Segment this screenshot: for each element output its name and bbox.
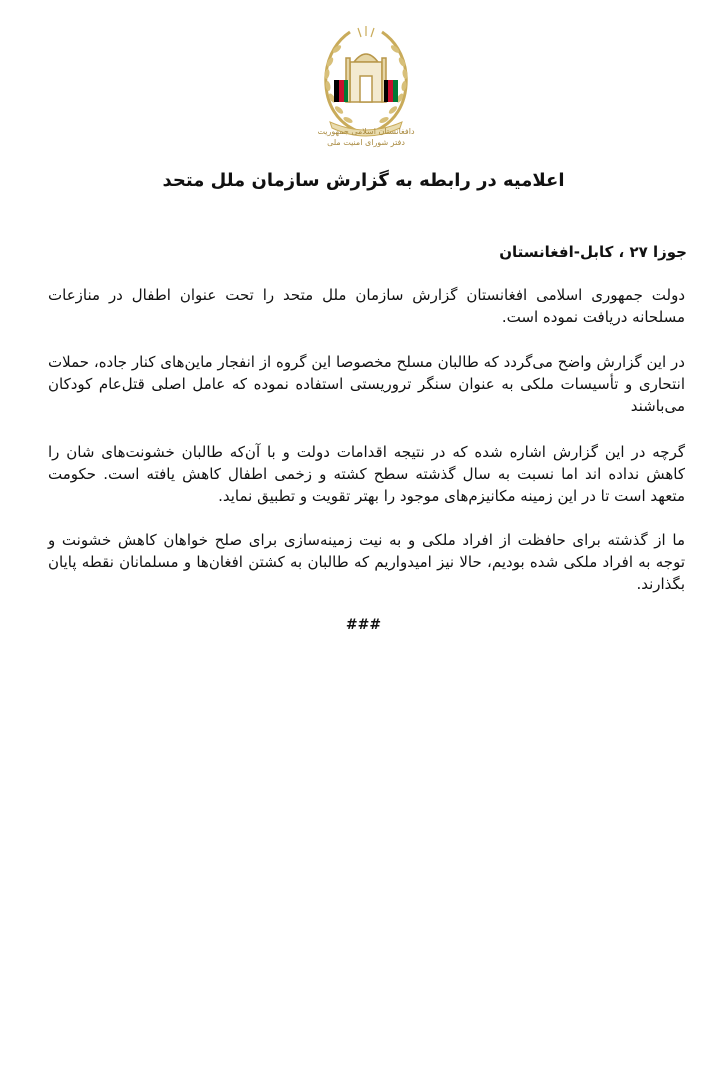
emblem-text-line2: دفتر شورای امنیت ملی [327,138,405,147]
afghanistan-emblem-icon [316,22,416,162]
paragraph-3: گرچه در این گزارش اشاره شده که در نتیجه اقدامات دولت و با آن‌که طالبان خشونت‌های شان را کاهش نداده اند اما نسبت به سال گذشته سطح کشته و زخمی اطفال کاهش یافته است. حکومت متعهد است تا در این زمینه مکانیزم‌های موجود را بهتر تقویت و تطبیق نماید. [48,443,685,505]
emblem-text [296,126,436,148]
document-title: اعلامیه در رابطه به گزارش سازمان ملل متحد [162,170,565,191]
dateline: جوزا ۲۷ ، کابل-افغانستان [499,243,687,261]
closing-mark: ### [345,617,382,633]
emblem-text-line1: دافغانستان اسلامی جمهوریت [317,127,415,136]
paragraph-2: در این گزارش واضح می‌گردد که طالبان مسلح مخصوصا این گروه از انفجار ماین‌های کنار جاده، حملات انتحاری و تأسیسات ملکی به عنوان سنگر تروریستی استفاده نموده که عامل اصلی قتل‌عام کودکان می‌باشند [48,353,685,415]
paragraph-1: دولت جمهوری اسلامی افغانستان گزارش سازمان ملل متحد را تحت عنوان اطفال در منازعات مسلحانه دریافت نموده است. [48,286,685,326]
paragraph-4: ما از گذشته برای حافظت از افراد ملکی و به نیت زمینه‌سازی برای صلح خواهان کاهش خشونت و توجه به افراد ملکی شده بودیم، حالا نیز امیدواریم که طالبان به کشتن افغان‌ها و مسلمانان نقطه پایان بگذارند. [48,531,685,593]
